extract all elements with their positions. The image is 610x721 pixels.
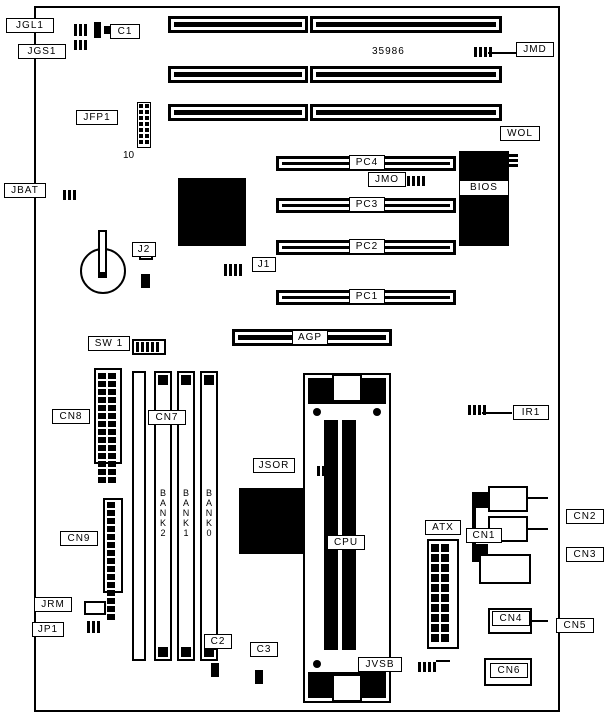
c2-lead — [211, 663, 219, 677]
jrm-header — [84, 601, 106, 615]
cpu-retention-clip-top — [332, 374, 362, 402]
jrm-label: JRM — [34, 597, 72, 612]
jp1-header — [87, 621, 100, 633]
cn5-label: CN5 — [556, 618, 594, 633]
cn8-pin-grid — [98, 373, 116, 483]
jvsb-label: JVSB — [358, 657, 402, 672]
south-bridge-chip — [239, 488, 305, 554]
isa-slot-6 — [310, 104, 502, 121]
cn2-leader-line — [528, 497, 548, 499]
jbat-header — [63, 190, 76, 200]
c1-label: C1 — [110, 24, 140, 39]
cpu-retention-clip-bottom — [332, 674, 362, 702]
jfp1-label: JFP1 — [76, 110, 118, 125]
ir1-leader-line — [482, 412, 512, 414]
jsor-header — [317, 466, 330, 476]
c3-label: C3 — [250, 642, 278, 657]
isa-slot-5 — [168, 104, 308, 121]
j2-lead — [141, 274, 150, 288]
cn2-label: CN2 — [566, 509, 604, 524]
pci1-label: PC1 — [349, 289, 385, 304]
cn3-label: CN3 — [566, 547, 604, 562]
jgs1-label: JGS1 — [18, 44, 66, 59]
jgl1-label: JGL1 — [6, 18, 54, 33]
sw1-switch-pins — [136, 342, 159, 352]
cn9-label: CN9 — [60, 531, 98, 546]
cpu-mount-hole-tr — [373, 408, 381, 416]
jgs1-header — [74, 40, 87, 50]
jvsb-header — [418, 662, 436, 672]
north-bridge-chip — [178, 178, 246, 246]
bios-chip — [459, 151, 509, 246]
board-code-text: 35986 — [372, 46, 405, 57]
atx-label: ATX — [425, 520, 461, 535]
cn7-connector — [132, 371, 146, 661]
wol-label: WOL — [500, 126, 540, 141]
isa-slot-4 — [310, 66, 502, 83]
jsor-label: JSOR — [253, 458, 295, 473]
jmd-label: JMD — [516, 42, 554, 57]
pci2-label: PC2 — [349, 239, 385, 254]
cn1-label: CN1 — [466, 528, 502, 543]
ps2-port-upper — [488, 486, 528, 512]
cn5-leader-line — [532, 620, 548, 622]
isa-slot-3 — [168, 66, 308, 83]
jfp1-pin10-label: 10 — [123, 150, 135, 161]
c3-capacitor — [255, 670, 263, 684]
cn7-label: CN7 — [148, 410, 186, 425]
battery-tab-inner — [100, 232, 105, 272]
cn6-label: CN6 — [490, 663, 528, 678]
c1-capacitor — [94, 22, 101, 38]
ir1-label: IR1 — [513, 405, 549, 420]
cn9-pin-grid — [107, 502, 115, 620]
bios-label: BIOS — [459, 180, 509, 196]
cpu-mount-hole-bl — [313, 660, 321, 668]
bank1-label: BANK1 — [181, 488, 191, 538]
jmd-leader-line — [488, 52, 518, 54]
isa-slot-2 — [310, 16, 502, 33]
pci3-label: PC3 — [349, 197, 385, 212]
jvsb-leader-line — [436, 660, 450, 662]
atx-pin-grid — [431, 544, 449, 642]
jmo-label: JMO — [368, 172, 406, 187]
cn8-label: CN8 — [52, 409, 90, 424]
j2-label: J2 — [132, 242, 156, 257]
cpu-mount-hole-tl — [313, 408, 321, 416]
bank2-label: BANK2 — [158, 488, 168, 538]
bank0-label: BANK0 — [204, 488, 214, 538]
jbat-label: JBAT — [4, 183, 46, 198]
pci4-label: PC4 — [349, 155, 385, 170]
cn4-label: CN4 — [492, 611, 530, 626]
agp-label: AGP — [292, 330, 328, 345]
serial-port — [479, 554, 531, 584]
jp1-label: JP1 — [32, 622, 64, 637]
cpu-label: CPU — [327, 535, 365, 550]
j1-label: J1 — [252, 257, 276, 272]
j1-header — [224, 264, 242, 276]
jfp1-pin-grid — [139, 104, 149, 144]
wol-header — [508, 154, 518, 167]
jgl1-header — [74, 24, 87, 36]
sw1-label: SW 1 — [88, 336, 130, 351]
cn3-leader-line — [528, 528, 548, 530]
jmo-header — [407, 176, 425, 186]
c2-label: C2 — [204, 634, 232, 649]
isa-slot-1 — [168, 16, 308, 33]
